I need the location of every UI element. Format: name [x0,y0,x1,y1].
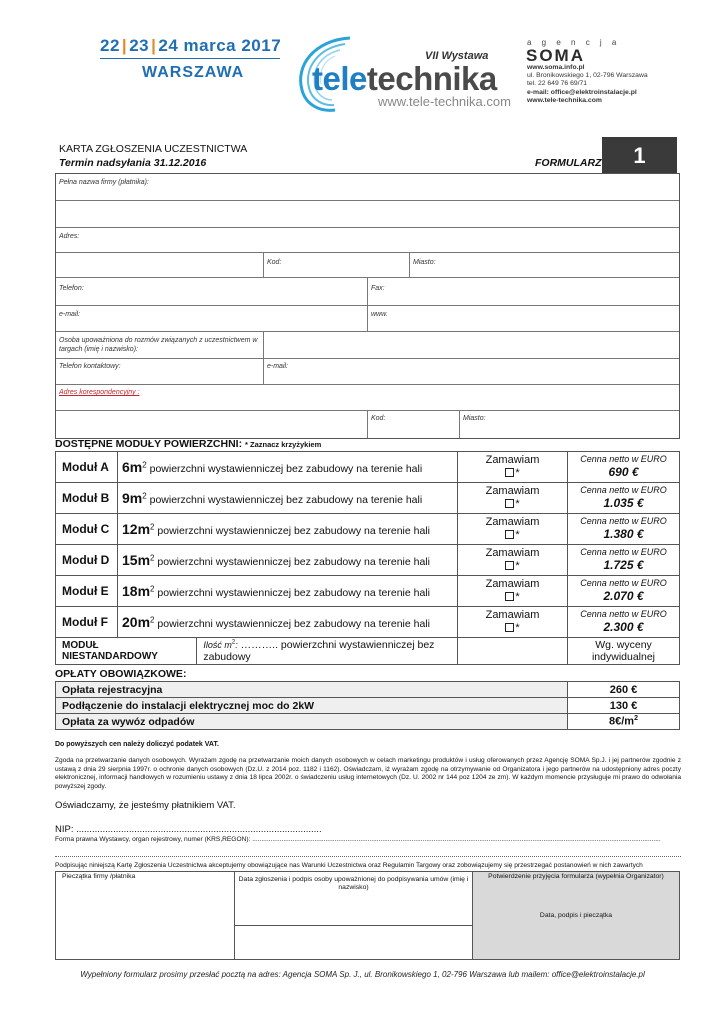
organizer-confirmation-label: Potwierdzenie przyjęcia formularza (wypełnia Organizator) [488,873,664,880]
nonstandard-qty[interactable] [197,639,457,663]
module-size-value: 18 [122,583,138,599]
order-label: Zamawiam [485,547,540,559]
module-size-value: 12 [122,521,138,537]
modules-title [55,438,321,450]
agency-label: a g e n c j a [527,38,621,47]
module-order-cell[interactable] [458,607,568,638]
contact-email-label: e-mail: [267,363,289,370]
price-label: Cenna netto w EURO [580,454,667,464]
module-size-value: 20 [122,614,138,630]
module-size-sup: 2 [150,615,155,625]
header-divider [100,58,280,59]
module-description [118,545,458,576]
company-name-row[interactable] [56,174,679,201]
module-size [122,490,142,506]
city-label-2: Miasto: [463,415,486,422]
brand-logo [312,62,497,95]
module-size-sup: 2 [150,522,155,532]
order-star: * [515,591,520,603]
page-header [0,0,725,130]
module-name: Moduł C [56,514,118,545]
date-day-1: 22 [100,36,120,55]
nonstandard-qty-sup: 2 [231,639,236,646]
agency-phone: tel. 22 649 76 69/71 [527,80,588,88]
fee-value: 130 € [568,698,680,714]
exhibition-edition: VII Wystawa [425,50,489,62]
price-value: 1.035 € [603,496,644,510]
date-signature-label: Data zgłoszenia i podpis osoby upoważnionej do podpisywania umów (imię i nazwisko) [238,876,469,891]
legal-form-field[interactable]: Forma prawna Wystawcy, organ rejestrowy, numer (KRS,REGON): ............................................................................................................................................................................................................................... [55,836,661,843]
module-order-cell[interactable] [458,483,568,514]
fee-label: Opłata rejestracyjna [56,682,568,698]
address-row[interactable] [56,228,679,253]
module-size [122,459,142,475]
module-size-sup: 2 [142,491,147,501]
module-size-sup: 2 [150,584,155,594]
module-size [122,614,150,630]
module-size-unit: m [129,459,143,475]
vat-payer-statement: Oświadczamy, że jesteśmy płatnikiem VAT. [55,800,236,811]
city-label: Miasto: [413,259,436,266]
order-checkbox[interactable] [505,561,514,570]
date-day-2: 23 [129,36,150,55]
agency-website: www.soma.info.pl [527,64,585,71]
fee-value [568,714,680,730]
brand-website: www.tele-technika.com [378,94,511,109]
module-description [118,514,458,545]
order-label: Zamawiam [485,485,540,497]
divider [235,925,473,926]
authorized-label: Osoba upoważniona do rozmów związanych z uczestnictwem w targach (imię i nazwisko): [59,337,258,353]
dotted-divider [55,856,681,857]
nonstandard-empty [458,638,568,665]
correspondence-row[interactable] [56,385,679,411]
divider [367,278,368,305]
code-city-row-2 [56,411,679,438]
module-row [56,545,680,576]
fee-value-sup: 2 [634,715,638,723]
module-name: Moduł F [56,607,118,638]
divider [263,359,264,384]
modules-hint: * Zaznacz krzyżykiem [244,440,322,449]
form-title: KARTA ZGŁOSZENIA UCZESTNICTWA [59,143,248,155]
order-checkbox[interactable] [505,499,514,508]
module-size-unit: m [137,552,151,568]
date-month-year: marca 2017 [183,36,282,55]
data-consent: Zgoda na przetwarzanie danych osobowych. Wyrażam zgodę na przetwarzanie moich danych osobowych w celach marketingu produktów i usług oferowanych przez Agencję SOMA Sp.J. i jej partnerów zgodnie z ustawą z dnia 29 sierpnia 1997r. o ochronie danych osobowych (Dz.U. z 2014 poz. 1182 i 1162). Oświadczam, iż wyrażam zgodę na otrzymywanie od Organizatora i jego partnerów na udostępniony adres poczty elektronicznej, informacji handlowych w rozumieniu ustawy z dnia 18 lipca 2002r. o świadczeniu usług internetowych (Dz. U. 2002 nr 144 poz 1204 ze zm). W każdym momencie przysługuje mi prawo do odwołania powyższej zgody. [55,757,681,790]
form-label: FORMULARZ [535,157,602,169]
code-label: Kod: [267,259,282,266]
agency-site-2: www.tele-technika.com [527,96,602,104]
modules-title-text: DOSTĘPNE MODUŁY POWIERZCHNI: [55,438,243,450]
price-value: 2.300 € [603,620,644,634]
company-stamp-cell[interactable] [56,872,235,959]
module-name: Moduł A [56,452,118,483]
module-size [122,521,150,537]
brand-part-2: technika [366,60,497,97]
module-size-value: 9 [122,490,130,506]
email-label: e-mail: [59,311,81,318]
module-description [118,576,458,607]
module-row [56,514,680,545]
module-price-cell [568,452,680,483]
fees-table [55,681,680,730]
module-size-unit: m [137,583,151,599]
module-price-cell [568,514,680,545]
company-data-grid [55,173,680,439]
nonstandard-name: MODUŁ NIESTANDARDOWY [56,638,197,664]
divider [459,411,460,438]
fee-row [56,682,680,698]
order-star: * [515,560,520,572]
brand-part-1: tele [312,60,367,97]
module-size-unit: m [137,521,151,537]
correspondence-label: Adres korespondencyjny : [59,389,140,396]
order-checkbox[interactable] [505,592,514,601]
price-label: Cenna netto w EURO [580,578,667,588]
date-signature-cell[interactable] [235,872,473,959]
phone-label: Telefon: [59,285,84,292]
order-star: * [515,622,520,634]
module-order-cell[interactable] [458,576,568,607]
vat-note: Do powyższych cen należy doliczyć podatek VAT. [55,741,219,748]
phone-fax-row [56,278,679,306]
company-stamp-label: Pieczątka firmy /płatnika [62,873,136,880]
nip-field[interactable]: NIP: ............................................................................................. [55,824,322,835]
divider [409,253,410,277]
order-star: * [515,498,520,510]
authorized-row [56,332,679,359]
order-checkbox[interactable] [505,623,514,632]
module-desc-text: powierzchni wystawienniczej bez zabudowy na terenie hali [157,587,430,599]
company-name-input[interactable] [56,201,679,228]
price-label: Cenna netto w EURO [580,609,667,619]
module-desc-text: powierzchni wystawienniczej bez zabudowy na terenie hali [149,463,423,475]
contact-phone-label: Telefon kontaktowy: [59,363,121,370]
price-label: Cenna netto w EURO [580,516,667,526]
email-www-row [56,306,679,332]
module-price-cell [568,483,680,514]
module-row [56,607,680,638]
agency-contact [527,64,648,105]
module-desc-text: powierzchni wystawienniczej bez zabudowy na terenie hali [157,618,430,630]
divider [263,332,264,358]
nonstandard-cell [56,638,458,665]
contact-row [56,359,679,385]
nonstandard-price: Wg. wyceny indywidualnej [568,638,680,665]
module-price-cell [568,607,680,638]
nonstandard-module-row [56,638,680,665]
footer-note: Wypełniony formularz prosimy przesłać pocztą na adres: Agencja SOMA Sp. J., ul. Bronikowskiego 1, 02-796 Warszawa lub mailem: office@elektroinstalacje.pl [80,970,645,979]
price-value: 1.380 € [603,527,644,541]
organizer-signature-label: Data, podpis i pieczątka [539,912,613,919]
price-value: 690 € [608,465,639,479]
signature-table [55,871,680,960]
module-desc-text: powierzchni wystawienniczej bez zabudowy na terenie hali [149,494,423,506]
order-label: Zamawiam [485,516,540,528]
code-city-row [56,253,679,278]
module-row [56,483,680,514]
agency-email: e-mail: office@elektroinstalacje.pl [527,88,637,96]
price-label: Cenna netto w EURO [580,485,667,495]
module-description [118,483,458,514]
module-order-cell[interactable] [458,514,568,545]
price-label: Cenna netto w EURO [580,547,667,557]
form-number: 1 [602,137,677,173]
module-description [118,452,458,483]
module-size-unit: m [137,614,151,630]
module-size [122,583,150,599]
order-label: Zamawiam [485,578,540,590]
order-checkbox[interactable] [505,468,514,477]
price-value: 1.725 € [603,558,644,572]
module-size [122,552,150,568]
fee-value-text: 8€/m [609,715,635,728]
nonstandard-qty-label: Ilość m [203,640,232,650]
module-desc-text: powierzchni wystawienniczej bez zabudowy na terenie hali [157,556,430,568]
acceptance-statement: Podpisując niniejszą Kartę Zgłoszenia Uczestnictwa akceptujemy obowiązujące nas Warunki Uczestnictwa oraz Regulamin Targowy oraz zobowiązujemy się przestrzegać postanowień w nich zawartych [55,862,643,869]
organizer-confirmation-cell [473,872,679,959]
agency-address: ul. Bronikowskiego 1, 02-796 Warszawa [527,72,648,80]
company-name-label: Pełna nazwa firmy (płatnika): [59,179,149,186]
exhibition-city: WARSZAWA [142,64,245,81]
module-name: Moduł B [56,483,118,514]
module-price-cell [568,545,680,576]
fax-label: Fax: [371,285,385,292]
form-title-block [55,137,680,173]
module-row [56,452,680,483]
nonstandard-desc: ……….. powierzchni wystawienniczej bez zabudowy [203,639,435,663]
price-value: 2.070 € [603,589,644,603]
module-order-cell[interactable] [458,545,568,576]
agency-logo: SOMA [526,46,585,65]
order-label: Zamawiam [485,609,540,621]
fee-row [56,714,680,730]
module-size-unit: m [129,490,143,506]
address-label: Adres: [59,233,80,240]
fee-label: Opłata za wywóz odpadów [56,714,568,730]
order-label: Zamawiam [485,454,540,466]
module-name: Moduł D [56,545,118,576]
module-name: Moduł E [56,576,118,607]
module-order-cell[interactable] [458,452,568,483]
order-star: * [515,529,520,541]
divider [263,253,264,277]
divider [367,411,368,438]
code-label-2: Kod: [371,415,386,422]
form-deadline: Termin nadsyłania 31.12.2016 [59,157,207,169]
module-size-value: 15 [122,552,138,568]
order-checkbox[interactable] [505,530,514,539]
divider [367,306,368,331]
module-price-cell [568,576,680,607]
nonstandard-qty-colon: : [235,640,238,650]
fee-row [56,698,680,714]
module-size-sup: 2 [142,460,147,470]
module-row [56,576,680,607]
exhibition-dates: 22 | 23 | 24 marca 2017 [100,36,282,55]
date-day-3: 24 [158,36,179,55]
module-description [118,607,458,638]
order-star: * [515,467,520,479]
module-size-sup: 2 [150,553,155,563]
module-size-value: 6 [122,459,130,475]
module-desc-text: powierzchni wystawienniczej bez zabudowy na terenie hali [157,525,430,537]
fees-title: OPŁATY OBOWIĄZKOWE: [55,668,187,680]
fee-label: Podłączenie do instalacji elektrycznej moc do 2kW [56,698,568,714]
modules-table [55,451,680,665]
www-label: www. [371,311,388,318]
fee-value: 260 € [568,682,680,698]
